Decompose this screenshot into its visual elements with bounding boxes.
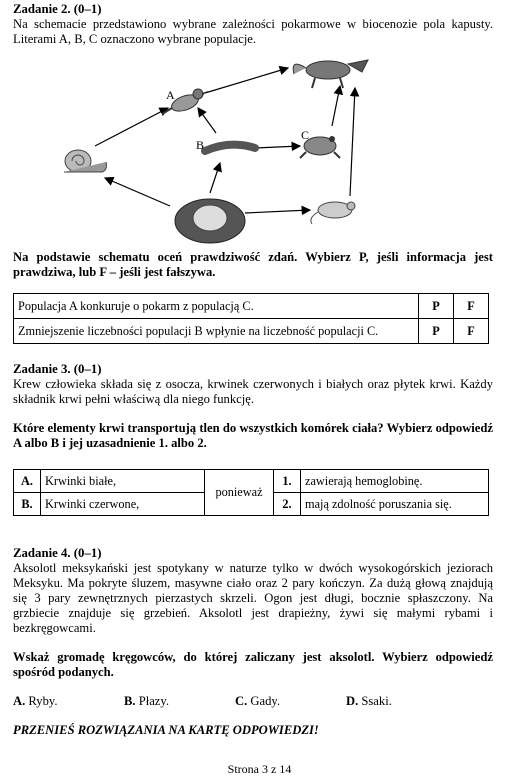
task3-intro: Krew człowieka składa się z osocza, krwinek czerwonych i białych oraz płytek krwi. Każdy składnik krwi pełni właściwą dla niego funkcję. xyxy=(13,377,493,406)
arrow-mouse-fox xyxy=(350,88,355,196)
task3-title: Zadanie 3. (0–1) xyxy=(13,362,102,376)
food-web-diagram xyxy=(50,48,390,248)
option-p-2[interactable]: P xyxy=(419,319,454,344)
answer-a[interactable] xyxy=(13,694,58,709)
reason-2-text: mają zdolność poruszania się. xyxy=(301,493,489,516)
reason-1-text: zawierają hemoglobinę. xyxy=(301,470,489,493)
mouse-icon xyxy=(311,202,355,224)
reason-1-num[interactable]: 1. xyxy=(274,470,301,493)
arrow-snail-bird xyxy=(95,108,168,146)
option-b-text: Krwinki czerwone, xyxy=(41,493,205,516)
fox-icon xyxy=(293,60,368,88)
task3-table xyxy=(13,469,489,516)
arrow-cabbage-snail xyxy=(105,178,170,206)
answer-a-text: Ryby. xyxy=(28,694,58,708)
task4-answers xyxy=(13,694,493,710)
statement-1: Populacja A konkuruje o pokarm z populacją C. xyxy=(14,294,419,319)
task4-title: Zadanie 4. (0–1) xyxy=(13,546,102,560)
cabbage-icon xyxy=(175,199,245,243)
option-a-letter[interactable]: A. xyxy=(14,470,41,493)
caterpillar-icon xyxy=(205,145,255,151)
answer-c-text: Gady. xyxy=(250,694,281,708)
reason-2-num[interactable]: 2. xyxy=(274,493,301,516)
answer-b-letter: B. xyxy=(124,694,136,708)
task2-intro: Na schemacie przedstawiono wybrane zależności pokarmowe w biocenozie pola kapusty. Literami A, B, C oznaczono wybrane populacje. xyxy=(13,17,493,46)
option-p-1[interactable]: P xyxy=(419,294,454,319)
answer-d-text: Ssaki. xyxy=(361,694,392,708)
answer-b-text: Płazy. xyxy=(138,694,170,708)
transfer-note: PRZENIEŚ ROZWIĄZANIA NA KARTĘ ODPOWIEDZI! xyxy=(13,723,319,737)
arrow-caterpillar-frog xyxy=(255,146,300,148)
option-f-2[interactable]: F xyxy=(454,319,489,344)
label-bird-a: A xyxy=(166,88,175,102)
arrow-bird-fox xyxy=(205,68,288,93)
answer-c[interactable] xyxy=(235,694,280,709)
food-web-svg xyxy=(50,48,390,248)
arrow-caterpillar-bird xyxy=(198,108,216,133)
table-row xyxy=(14,319,489,344)
arrow-cabbage-caterpillar xyxy=(210,163,220,193)
answer-d[interactable] xyxy=(346,694,392,709)
option-b-letter[interactable]: B. xyxy=(14,493,41,516)
label-caterpillar-b: B xyxy=(196,138,205,152)
table-row xyxy=(14,294,489,319)
arrow-frog-fox xyxy=(332,86,340,126)
snail-icon xyxy=(64,150,107,172)
task4-instruction: Wskaż gromadę kręgowców, do której zaliczany jest aksolotl. Wybierz odpowiedź spośród podanych. xyxy=(13,650,493,679)
task3-instruction: Które elementy krwi transportują tlen do wszystkich komórek ciała? Wybierz odpowiedź A albo B i jej uzasadnienie 1. albo 2. xyxy=(13,421,493,450)
page-footer: Strona 3 z 14 xyxy=(227,762,292,776)
answer-a-letter: A. xyxy=(13,694,26,708)
task2-title: Zadanie 2. (0–1) xyxy=(13,2,102,16)
task2-table xyxy=(13,293,489,344)
answer-b[interactable] xyxy=(124,694,169,709)
task2-instruction: Na podstawie schematu oceń prawdziwość zdań. Wybierz P, jeśli informacja jest prawdziwa, lub F – jeśli jest fałszywa. xyxy=(13,250,493,279)
option-f-1[interactable]: F xyxy=(454,294,489,319)
statement-2: Zmniejszenie liczebności populacji B wpłynie na liczebność populacji C. xyxy=(14,319,419,344)
arrow-cabbage-mouse xyxy=(245,210,310,213)
option-a-text: Krwinki białe, xyxy=(41,470,205,493)
answer-d-letter: D. xyxy=(346,694,359,708)
answer-c-letter: C. xyxy=(235,694,248,708)
table-row xyxy=(14,470,489,493)
connector: ponieważ xyxy=(205,470,274,516)
label-frog-c: C xyxy=(301,128,310,142)
task4-intro: Aksolotl meksykański jest spotykany w naturze tylko w dwóch wysokogórskich jeziorach Meksyku. Ma pokryte śluzem, masywne ciało oraz 2 pary kończyn. Za dużą głową znajdują się 3 pary zewnętrznych pierzastych skrzeli. Ogon jest długi, bocznie spłaszczony. Na grzbiecie znajduje się grzebień. Aksolotl jest drapieżny, żywi się małymi rybami i bezkręgowcami. xyxy=(13,561,493,635)
